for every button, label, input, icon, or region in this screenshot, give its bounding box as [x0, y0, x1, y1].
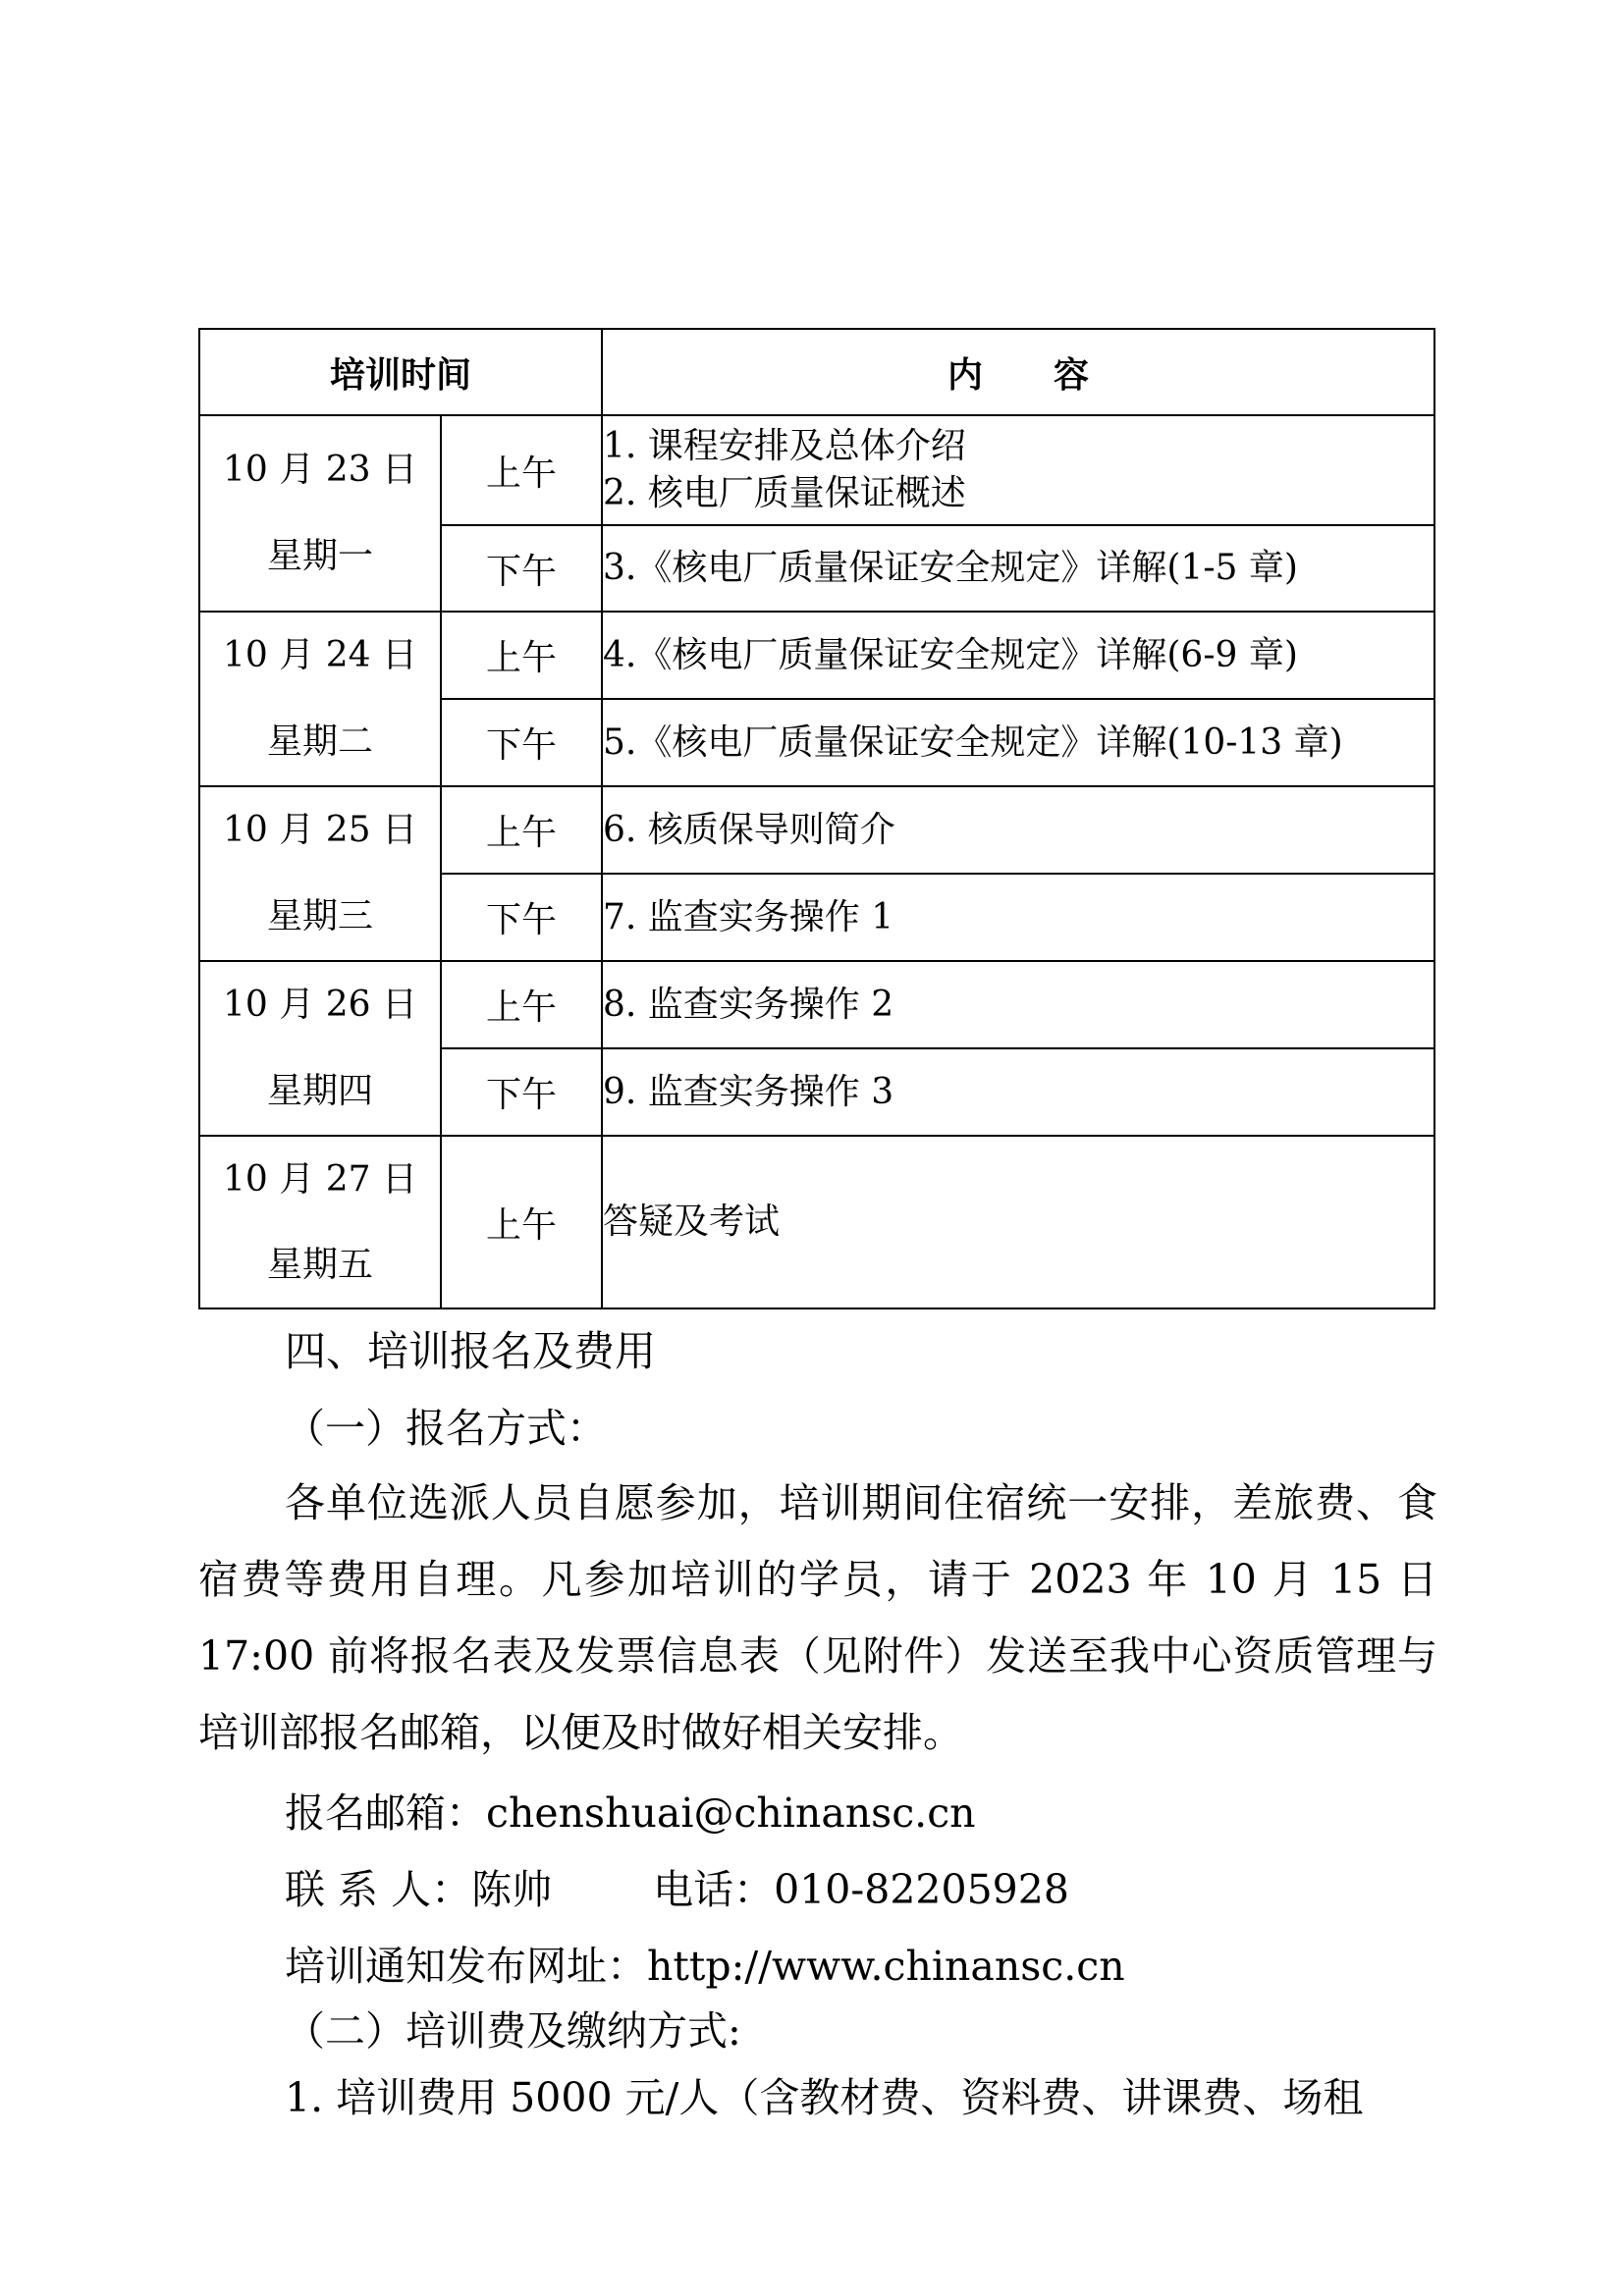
registration-paragraph: 各单位选派人员自愿参加，培训期间住宿统一安排，差旅费、食宿费等费用自理。凡参加培训的学员，请于 2023 年 10 月 15 日 17:00 前将报名表及发票信息表（见附件）发送至我中心资质管理与培训部报名邮箱，以便及时做好相关安排。: [198, 1479, 1437, 1756]
date-cell: [199, 1136, 441, 1308]
date-text: 10 月 27 日: [223, 1159, 417, 1200]
content-item: 2. 核电厂质量保证概述: [603, 473, 966, 513]
table-row: [199, 415, 1434, 525]
period-cell: 下午: [441, 874, 602, 961]
contact-line: [285, 1851, 1069, 1928]
period-cell: 上午: [441, 612, 602, 699]
content-item: 6. 核质保导则简介: [603, 809, 895, 850]
period-cell: 上午: [441, 1136, 602, 1308]
date-cell: [199, 415, 441, 612]
contact-phone: 电话：010-82205928: [653, 1866, 1069, 1913]
content-cell: [602, 612, 1434, 699]
content-item: 3.《核电厂质量保证安全规定》详解(1-5 章): [603, 548, 1298, 588]
website-line: 培训通知发布网址：http://www.chinansc.cn: [285, 1943, 1125, 1990]
weekday-text: 星期二: [266, 721, 373, 762]
content-item: 9. 监查实务操作 3: [603, 1071, 894, 1112]
header-training-time: 培训时间: [199, 329, 602, 415]
date-text: 10 月 23 日: [223, 450, 417, 490]
content-item: 4.《核电厂质量保证安全规定》详解(6-9 章): [603, 634, 1298, 675]
content-cell: [602, 1048, 1434, 1136]
date-cell: [199, 961, 441, 1136]
training-schedule-table: [198, 328, 1435, 1309]
content-item: 8. 监查实务操作 2: [603, 984, 894, 1025]
content-cell: [602, 874, 1434, 961]
sub-heading-registration: （一）报名方式：: [285, 1405, 607, 1452]
date-text: 10 月 25 日: [223, 810, 417, 850]
weekday-text: 星期五: [266, 1245, 373, 1285]
content-cell: [602, 961, 1434, 1048]
period-cell: 下午: [441, 525, 602, 612]
period-cell: 上午: [441, 786, 602, 874]
weekday-text: 星期一: [266, 536, 373, 576]
date-text: 10 月 24 日: [223, 635, 417, 675]
content-item: 7. 监查实务操作 1: [603, 896, 894, 937]
content-item: 1. 课程安排及总体介绍: [603, 426, 966, 466]
period-cell: 下午: [441, 1048, 602, 1136]
period-cell: 上午: [441, 415, 602, 525]
content-cell: [602, 699, 1434, 786]
content-cell: [602, 1136, 1434, 1308]
contact-person: 联 系 人：陈帅: [285, 1866, 553, 1913]
content-item: 5.《核电厂质量保证安全规定》详解(10-13 章): [603, 721, 1343, 763]
content-item: 答疑及考试: [603, 1201, 781, 1242]
table-row: [199, 612, 1434, 699]
fee-line: 1. 培训费用 5000 元/人（含教材费、资料费、讲课费、场租: [285, 2074, 1364, 2121]
weekday-text: 星期三: [266, 896, 373, 936]
header-content: 内 容: [602, 329, 1434, 415]
table-row: [199, 786, 1434, 874]
table-row: [199, 961, 1434, 1048]
date-cell: [199, 612, 441, 786]
weekday-text: 星期四: [266, 1071, 373, 1111]
table-row: [199, 1136, 1434, 1308]
section-heading: 四、培训报名及费用: [285, 1327, 657, 1375]
period-cell: 下午: [441, 699, 602, 786]
content-cell: [602, 525, 1434, 612]
sub-heading-fees: （二）培训费及缴纳方式:: [285, 2007, 741, 2055]
content-cell: [602, 415, 1434, 525]
table-header-row: [199, 329, 1434, 415]
content-cell: [602, 786, 1434, 874]
date-cell: [199, 786, 441, 961]
period-cell: 上午: [441, 961, 602, 1048]
date-text: 10 月 26 日: [223, 985, 417, 1025]
registration-email-line: 报名邮箱：chenshuai@chinansc.cn: [285, 1789, 976, 1837]
